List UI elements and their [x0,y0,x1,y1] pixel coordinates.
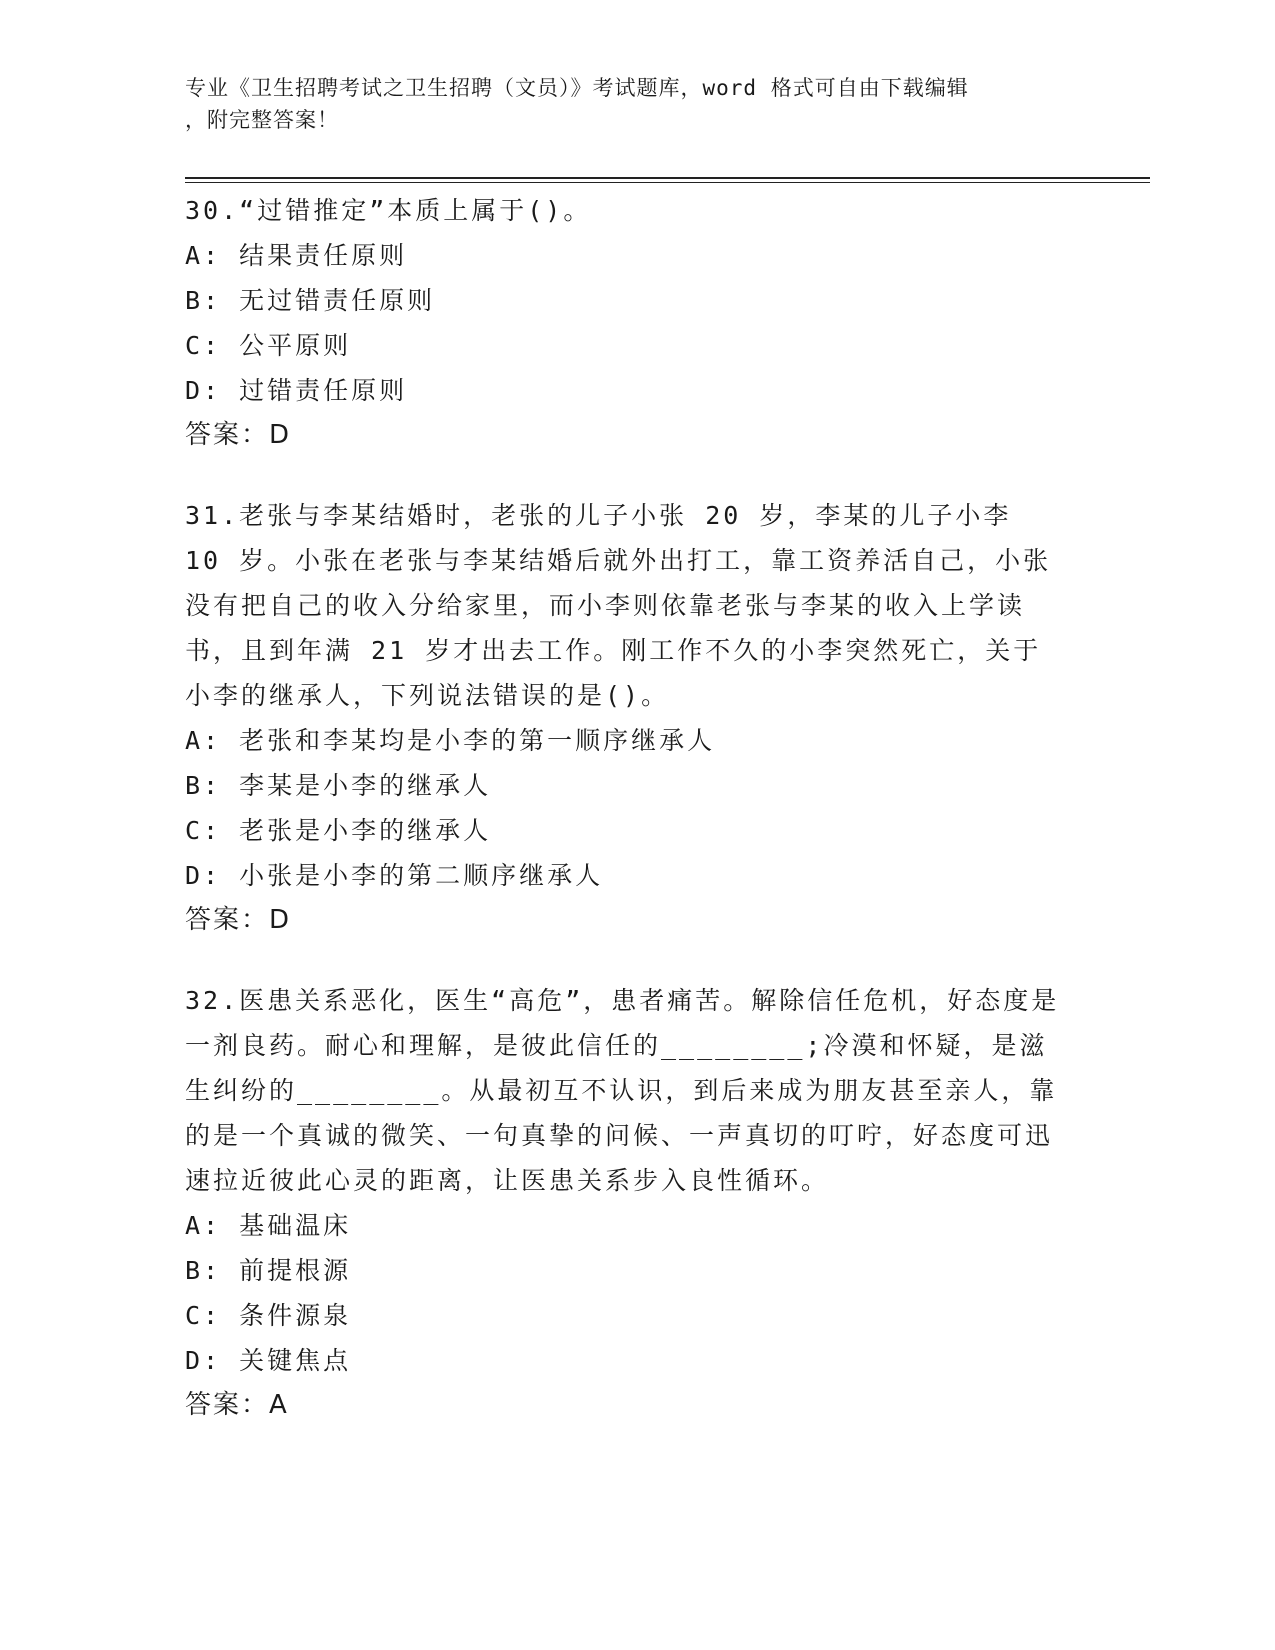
option-d: D: 小张是小李的第二顺序继承人 [185,861,604,890]
question-32 [185,978,1065,1428]
document-header [185,72,1065,136]
option-a: A: 结果责任原则 [185,241,408,270]
answer-label: 答案：D [185,420,292,450]
header-divider-thin [185,182,1150,183]
option-d: D: 关键焦点 [185,1346,352,1375]
option-b: B: 无过错责任原则 [185,286,436,315]
question-stem: 30.“过错推定”本质上属于()。 [185,196,592,225]
option-b: B: 前提根源 [185,1256,352,1285]
option-d: D: 过错责任原则 [185,376,408,405]
question-list [185,188,1065,1463]
header-divider-thick [185,177,1150,179]
question-stem: 32.医患关系恶化，医生“高危”，患者痛苦。解除信任危机，好态度是一剂良药。耐心和理解，是彼此信任的________;冷漠和怀疑，是滋生纠纷的________。从最初互不认识，到后来成为朋友甚至亲人，靠的是一个真诚的微笑、一句真挚的问候、一声真切的叮咛，好态度可迅速拉近彼此心灵的距离，让医患关系步入良性循环。 [185,986,1060,1195]
option-c: C: 条件源泉 [185,1301,352,1330]
question-31 [185,493,1065,943]
option-c: C: 公平原则 [185,331,352,360]
answer-label: 答案：D [185,905,292,935]
option-a: A: 老张和李某均是小李的第一顺序继承人 [185,726,716,755]
answer-label: 答案：A [185,1390,289,1420]
option-c: C: 老张是小李的继承人 [185,816,492,845]
header-line-2: ，附完整答案！ [185,108,339,132]
question-stem: 31.老张与李某结婚时，老张的儿子小张 20 岁，李某的儿子小李 10 岁。小张在老张与李某结婚后就外出打工，靠工资养活自己，小张没有把自己的收入分给家里，而小李则依靠老张与李某的收入上学读书，且到年满 21 岁才出去工作。刚工作不久的小李突然死亡，关于小李的继承人，下列说法错误的是()。 [185,501,1052,710]
option-b: B: 李某是小李的继承人 [185,771,492,800]
option-a: A: 基础温床 [185,1211,352,1240]
question-30 [185,188,1065,458]
header-line-1: 专业《卫生招聘考试之卫生招聘（文员）》考试题库，word 格式可自由下载编辑 [185,76,969,100]
